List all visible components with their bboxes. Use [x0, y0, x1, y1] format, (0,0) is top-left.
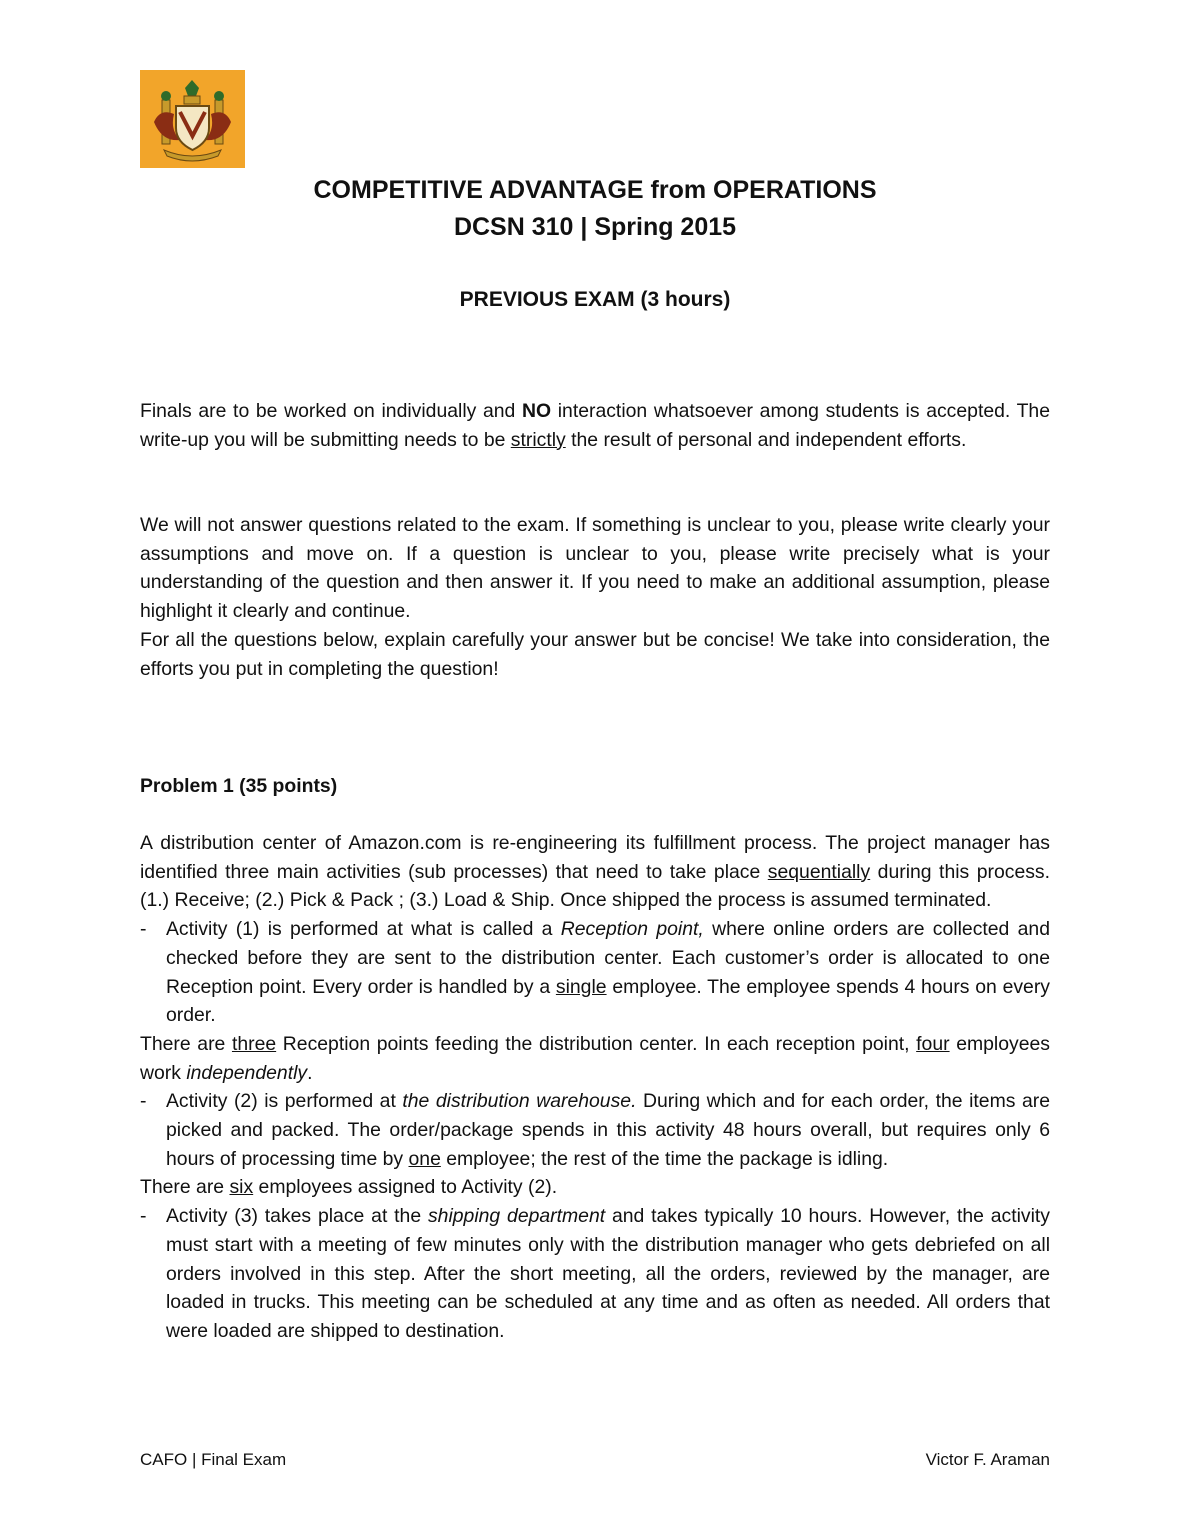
emphasis-strictly: strictly [510, 428, 566, 451]
activity-3: - Activity (3) takes place at the shipping department and takes typically 10 hours. However, the activity must start with a meeting of few minutes only with the distribution manager who gets debriefed on all orders involved in this step. After the short meeting, all the orders, reviewed by the manager, are loaded in trucks. This meeting can be scheduled at any time and as often as needed. All orders that were loaded are shipped to destination. [140, 1202, 1050, 1346]
exam-title: COMPETITIVE ADVANTAGE from OPERATIONS [313, 176, 877, 204]
activity-2: - Activity (2) is performed at the distribution warehouse. During which and for each order, the items are picked and packed. The order/package spends in this activity 48 hours overall, but requires only 6 hours of processing time by one employee; the rest of the time the package is idling. [140, 1087, 1050, 1173]
footer-right: Victor F. Araman [925, 1450, 1050, 1469]
problem-1-heading: Problem 1 (35 points) [140, 775, 338, 797]
problem-intro: A distribution center of Amazon.com is re-engineering its fulfillment process. The project manager has identified three main activities (sub processes) that need to take place sequentially during this process. (1.) Receive; (2.) Pick & Pack ; (3.) Load & Ship. Once shipped the process is assumed terminated. [140, 832, 1051, 912]
exam-subtitle: PREVIOUS EXAM (3 hours) [459, 288, 731, 311]
intro-paragraph-2 [140, 511, 1050, 683]
instructions-text-2: For all the questions below, explain carefully your answer but be concise! We take into consideration, the efforts you put in completing the question! [140, 628, 1050, 680]
activity-1: - Activity (1) is performed at what is called a Reception point, where online orders are collected and checked before they are sent to the distribution center. Each customer’s order is allocated to one Reception point. Every order is handled by a single employee. The employee spends 4 hours on every order. [140, 915, 1050, 1030]
intro-paragraph-1: Finals are to be worked on individually and NO interaction whatsoever among students is accepted. The write-up you will be submitting needs to be strictly the result of personal and independent efforts. [140, 400, 1051, 451]
crest-logo-icon [140, 70, 245, 168]
reception-points: There are three Reception points feeding the distribution center. In each reception point, four employees work independently. [140, 1032, 1050, 1084]
course-code: DCSN 310 | Spring 2015 [453, 213, 737, 241]
instructions-text: We will not answer questions related to the exam. If something is unclear to you, please write clearly your assumptions and move on. If a question is unclear to you, please write precisely what is your understanding of the question and then answer it. If you need to make an additional assumption, please highlight it clearly and continue. [140, 514, 1050, 623]
problem-1-body [140, 829, 1050, 1346]
activity-2-staff: There are six employees assigned to Activity (2). [140, 1176, 558, 1199]
emphasis-no: NO [521, 400, 552, 422]
footer-left: CAFO | Final Exam [140, 1450, 287, 1469]
